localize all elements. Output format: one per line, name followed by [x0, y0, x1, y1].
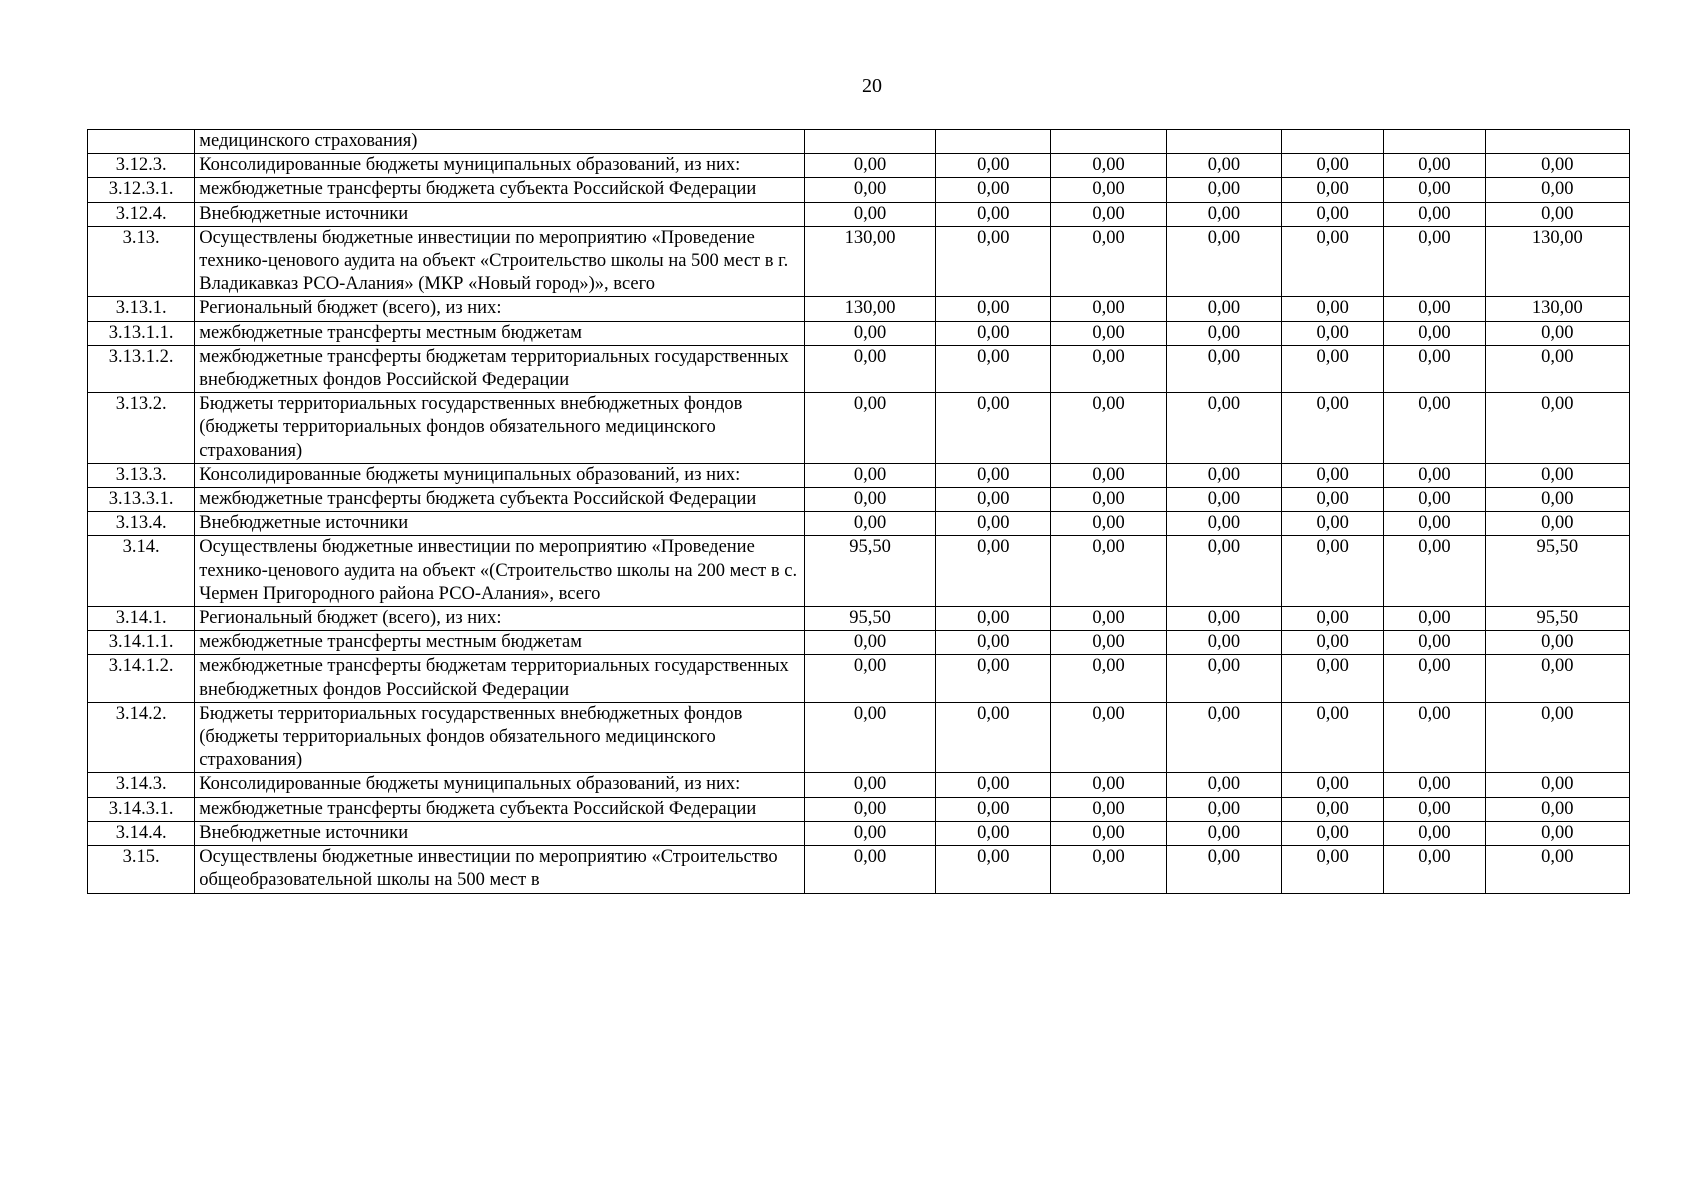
- value-cell: 0,00: [804, 463, 935, 487]
- value-cell: 0,00: [1166, 345, 1281, 392]
- value-cell: 0,00: [936, 821, 1051, 845]
- value-cell: 0,00: [1282, 846, 1384, 893]
- value-cell: 0,00: [936, 297, 1051, 321]
- value-cell: 0,00: [1051, 846, 1166, 893]
- value-cell: 0,00: [1282, 797, 1384, 821]
- value-cell: 0,00: [1051, 702, 1166, 773]
- row-number: 3.12.4.: [88, 202, 195, 226]
- table-row: [88, 321, 1630, 345]
- value-cell: 0,00: [1166, 797, 1281, 821]
- value-cell: 0,00: [804, 321, 935, 345]
- value-cell: 0,00: [1166, 821, 1281, 845]
- value-cell: 0,00: [1282, 463, 1384, 487]
- value-cell: 0,00: [1051, 393, 1166, 464]
- value-cell: 0,00: [804, 773, 935, 797]
- value-cell: 0,00: [1166, 488, 1281, 512]
- value-cell: 0,00: [1384, 512, 1485, 536]
- value-cell: 0,00: [1485, 393, 1629, 464]
- value-cell: 0,00: [1485, 846, 1629, 893]
- value-cell: 0,00: [1282, 297, 1384, 321]
- value-cell: 0,00: [1282, 512, 1384, 536]
- table-row: [88, 797, 1630, 821]
- table-row: [88, 512, 1630, 536]
- row-number: 3.13.3.: [88, 463, 195, 487]
- row-description: межбюджетные трансферты бюджета субъекта Российской Федерации: [195, 178, 805, 202]
- value-cell: 0,00: [1166, 846, 1281, 893]
- value-cell: 0,00: [1485, 202, 1629, 226]
- value-cell: 0,00: [1282, 321, 1384, 345]
- value-cell: 0,00: [1384, 226, 1485, 297]
- value-cell: 0,00: [936, 655, 1051, 702]
- value-cell: [1282, 130, 1384, 154]
- value-cell: 0,00: [804, 202, 935, 226]
- row-description: Осуществлены бюджетные инвестиции по мероприятию «Проведение технико-ценового аудита на объект «(Строительство школы на 200 мест в с. Чермен Пригородного района РСО-Алания», всего: [195, 536, 805, 607]
- row-number: 3.14.3.: [88, 773, 195, 797]
- row-number: 3.12.3.: [88, 154, 195, 178]
- value-cell: 130,00: [804, 297, 935, 321]
- table-row: [88, 202, 1630, 226]
- table-row: [88, 130, 1630, 154]
- table-row: [88, 702, 1630, 773]
- row-number: 3.14.: [88, 536, 195, 607]
- value-cell: 95,50: [804, 607, 935, 631]
- value-cell: 0,00: [1384, 463, 1485, 487]
- value-cell: 0,00: [936, 393, 1051, 464]
- row-number: 3.13.1.: [88, 297, 195, 321]
- value-cell: 0,00: [1384, 488, 1485, 512]
- table-row: [88, 297, 1630, 321]
- row-description: Консолидированные бюджеты муниципальных образований, из них:: [195, 154, 805, 178]
- value-cell: 0,00: [804, 846, 935, 893]
- table-row: [88, 655, 1630, 702]
- value-cell: 0,00: [1282, 345, 1384, 392]
- value-cell: 0,00: [804, 702, 935, 773]
- value-cell: 0,00: [804, 393, 935, 464]
- table-row: [88, 631, 1630, 655]
- value-cell: 95,50: [1485, 607, 1629, 631]
- value-cell: 0,00: [1485, 797, 1629, 821]
- value-cell: 0,00: [1282, 655, 1384, 702]
- table-body: [88, 130, 1630, 894]
- row-description: межбюджетные трансферты местным бюджетам: [195, 321, 805, 345]
- value-cell: 0,00: [1166, 393, 1281, 464]
- row-number: 3.12.3.1.: [88, 178, 195, 202]
- row-number: 3.13.: [88, 226, 195, 297]
- value-cell: 0,00: [1282, 702, 1384, 773]
- value-cell: 0,00: [1051, 773, 1166, 797]
- value-cell: 0,00: [1282, 226, 1384, 297]
- value-cell: 0,00: [1282, 154, 1384, 178]
- table-row: [88, 463, 1630, 487]
- value-cell: 0,00: [1166, 773, 1281, 797]
- value-cell: 0,00: [936, 702, 1051, 773]
- value-cell: 0,00: [1051, 607, 1166, 631]
- row-description: межбюджетные трансферты местным бюджетам: [195, 631, 805, 655]
- table-row: [88, 393, 1630, 464]
- value-cell: 0,00: [1282, 488, 1384, 512]
- value-cell: 0,00: [1485, 631, 1629, 655]
- value-cell: 0,00: [1282, 202, 1384, 226]
- value-cell: 0,00: [1485, 345, 1629, 392]
- value-cell: 0,00: [936, 773, 1051, 797]
- value-cell: 0,00: [936, 488, 1051, 512]
- value-cell: 0,00: [1166, 154, 1281, 178]
- value-cell: 0,00: [1051, 154, 1166, 178]
- row-description: межбюджетные трансферты бюджета субъекта Российской Федерации: [195, 488, 805, 512]
- value-cell: [804, 130, 935, 154]
- value-cell: 0,00: [804, 488, 935, 512]
- row-description: межбюджетные трансферты бюджетам территориальных государственных внебюджетных фондов Российской Федерации: [195, 655, 805, 702]
- value-cell: 0,00: [1485, 702, 1629, 773]
- value-cell: 0,00: [1051, 345, 1166, 392]
- value-cell: 0,00: [804, 797, 935, 821]
- value-cell: 0,00: [804, 178, 935, 202]
- row-number: 3.13.4.: [88, 512, 195, 536]
- row-number: 3.14.4.: [88, 821, 195, 845]
- row-number: 3.14.1.: [88, 607, 195, 631]
- value-cell: 0,00: [804, 154, 935, 178]
- row-description: Внебюджетные источники: [195, 512, 805, 536]
- value-cell: 0,00: [936, 536, 1051, 607]
- value-cell: 0,00: [1166, 321, 1281, 345]
- value-cell: 0,00: [804, 631, 935, 655]
- table-row: [88, 226, 1630, 297]
- value-cell: 130,00: [1485, 226, 1629, 297]
- value-cell: 0,00: [804, 512, 935, 536]
- value-cell: 0,00: [1384, 321, 1485, 345]
- value-cell: 0,00: [1485, 821, 1629, 845]
- value-cell: 0,00: [1051, 655, 1166, 702]
- value-cell: 0,00: [1384, 607, 1485, 631]
- value-cell: 0,00: [1051, 797, 1166, 821]
- value-cell: 0,00: [1051, 178, 1166, 202]
- value-cell: [1485, 130, 1629, 154]
- value-cell: 95,50: [1485, 536, 1629, 607]
- value-cell: 0,00: [1282, 607, 1384, 631]
- value-cell: 0,00: [1384, 345, 1485, 392]
- row-description: Внебюджетные источники: [195, 202, 805, 226]
- value-cell: 0,00: [1166, 702, 1281, 773]
- value-cell: 0,00: [1051, 821, 1166, 845]
- table-row: [88, 846, 1630, 893]
- value-cell: 0,00: [936, 463, 1051, 487]
- value-cell: [1166, 130, 1281, 154]
- row-number: 3.14.1.2.: [88, 655, 195, 702]
- row-description: Внебюджетные источники: [195, 821, 805, 845]
- value-cell: 0,00: [1485, 488, 1629, 512]
- value-cell: 0,00: [1166, 463, 1281, 487]
- value-cell: 0,00: [1485, 512, 1629, 536]
- value-cell: 0,00: [1485, 463, 1629, 487]
- row-number: 3.13.1.2.: [88, 345, 195, 392]
- value-cell: 0,00: [1384, 536, 1485, 607]
- value-cell: 0,00: [936, 178, 1051, 202]
- value-cell: 0,00: [1166, 297, 1281, 321]
- value-cell: 0,00: [1384, 821, 1485, 845]
- value-cell: 0,00: [804, 821, 935, 845]
- value-cell: 0,00: [1384, 393, 1485, 464]
- value-cell: 0,00: [1051, 512, 1166, 536]
- row-description: медицинского страхования): [195, 130, 805, 154]
- row-number: 3.15.: [88, 846, 195, 893]
- table-row: [88, 536, 1630, 607]
- value-cell: [1384, 130, 1485, 154]
- table-row: [88, 821, 1630, 845]
- value-cell: 0,00: [1051, 202, 1166, 226]
- page-number: 20: [862, 75, 882, 97]
- table-row: [88, 178, 1630, 202]
- value-cell: 0,00: [936, 607, 1051, 631]
- value-cell: 0,00: [1384, 297, 1485, 321]
- value-cell: 0,00: [1485, 154, 1629, 178]
- value-cell: 0,00: [1384, 154, 1485, 178]
- value-cell: 95,50: [804, 536, 935, 607]
- row-description: Бюджеты территориальных государственных внебюджетных фондов (бюджеты территориальных фондов обязательного медицинского страхования): [195, 702, 805, 773]
- table-row: [88, 773, 1630, 797]
- value-cell: 0,00: [1282, 393, 1384, 464]
- value-cell: 0,00: [1051, 631, 1166, 655]
- table-row: [88, 488, 1630, 512]
- value-cell: 0,00: [1282, 178, 1384, 202]
- value-cell: 0,00: [1485, 178, 1629, 202]
- value-cell: [936, 130, 1051, 154]
- value-cell: 0,00: [936, 202, 1051, 226]
- value-cell: 0,00: [1282, 773, 1384, 797]
- value-cell: 0,00: [1166, 631, 1281, 655]
- value-cell: 0,00: [1384, 797, 1485, 821]
- value-cell: 0,00: [1384, 178, 1485, 202]
- row-description: межбюджетные трансферты бюджетам территориальных государственных внебюджетных фондов Российской Федерации: [195, 345, 805, 392]
- value-cell: 0,00: [1051, 321, 1166, 345]
- value-cell: 0,00: [1282, 631, 1384, 655]
- value-cell: 0,00: [936, 154, 1051, 178]
- row-description: Консолидированные бюджеты муниципальных образований, из них:: [195, 773, 805, 797]
- table-row: [88, 345, 1630, 392]
- value-cell: 0,00: [804, 655, 935, 702]
- row-description: межбюджетные трансферты бюджета субъекта Российской Федерации: [195, 797, 805, 821]
- value-cell: 0,00: [1384, 655, 1485, 702]
- budget-table: [87, 129, 1630, 894]
- value-cell: 0,00: [936, 226, 1051, 297]
- row-number: 3.14.1.1.: [88, 631, 195, 655]
- row-number: 3.14.3.1.: [88, 797, 195, 821]
- row-description: Региональный бюджет (всего), из них:: [195, 607, 805, 631]
- row-number: 3.13.1.1.: [88, 321, 195, 345]
- row-number: 3.14.2.: [88, 702, 195, 773]
- value-cell: 0,00: [1282, 821, 1384, 845]
- value-cell: 0,00: [1282, 536, 1384, 607]
- value-cell: 0,00: [1166, 202, 1281, 226]
- row-number: 3.13.2.: [88, 393, 195, 464]
- value-cell: 0,00: [804, 345, 935, 392]
- table-row: [88, 607, 1630, 631]
- value-cell: 0,00: [936, 512, 1051, 536]
- row-description: Региональный бюджет (всего), из них:: [195, 297, 805, 321]
- value-cell: 0,00: [1051, 297, 1166, 321]
- value-cell: 0,00: [1166, 512, 1281, 536]
- value-cell: 0,00: [1384, 702, 1485, 773]
- value-cell: 0,00: [1384, 202, 1485, 226]
- value-cell: 0,00: [1051, 536, 1166, 607]
- value-cell: 0,00: [1051, 463, 1166, 487]
- value-cell: 0,00: [1166, 655, 1281, 702]
- value-cell: 0,00: [1384, 773, 1485, 797]
- value-cell: 0,00: [1384, 631, 1485, 655]
- value-cell: 0,00: [936, 846, 1051, 893]
- value-cell: 0,00: [1051, 488, 1166, 512]
- value-cell: 0,00: [1485, 321, 1629, 345]
- row-description: Осуществлены бюджетные инвестиции по мероприятию «Проведение технико-ценового аудита на объект «Строительство школы на 500 мест в г. Владикавказ РСО-Алания» (МКР «Новый город»)», всего: [195, 226, 805, 297]
- table-row: [88, 154, 1630, 178]
- value-cell: 0,00: [1166, 607, 1281, 631]
- value-cell: 0,00: [1051, 226, 1166, 297]
- value-cell: 0,00: [1166, 536, 1281, 607]
- value-cell: 130,00: [1485, 297, 1629, 321]
- value-cell: 0,00: [1485, 773, 1629, 797]
- value-cell: 0,00: [1166, 178, 1281, 202]
- value-cell: [1051, 130, 1166, 154]
- value-cell: 130,00: [804, 226, 935, 297]
- value-cell: 0,00: [1384, 846, 1485, 893]
- value-cell: 0,00: [936, 345, 1051, 392]
- value-cell: 0,00: [936, 631, 1051, 655]
- row-description: Осуществлены бюджетные инвестиции по мероприятию «Строительство общеобразовательной школы на 500 мест в: [195, 846, 805, 893]
- row-number: 3.13.3.1.: [88, 488, 195, 512]
- value-cell: 0,00: [1166, 226, 1281, 297]
- value-cell: 0,00: [1485, 655, 1629, 702]
- row-description: Бюджеты территориальных государственных внебюджетных фондов (бюджеты территориальных фондов обязательного медицинского страхования): [195, 393, 805, 464]
- value-cell: 0,00: [936, 321, 1051, 345]
- row-number: [88, 130, 195, 154]
- row-description: Консолидированные бюджеты муниципальных образований, из них:: [195, 463, 805, 487]
- value-cell: 0,00: [936, 797, 1051, 821]
